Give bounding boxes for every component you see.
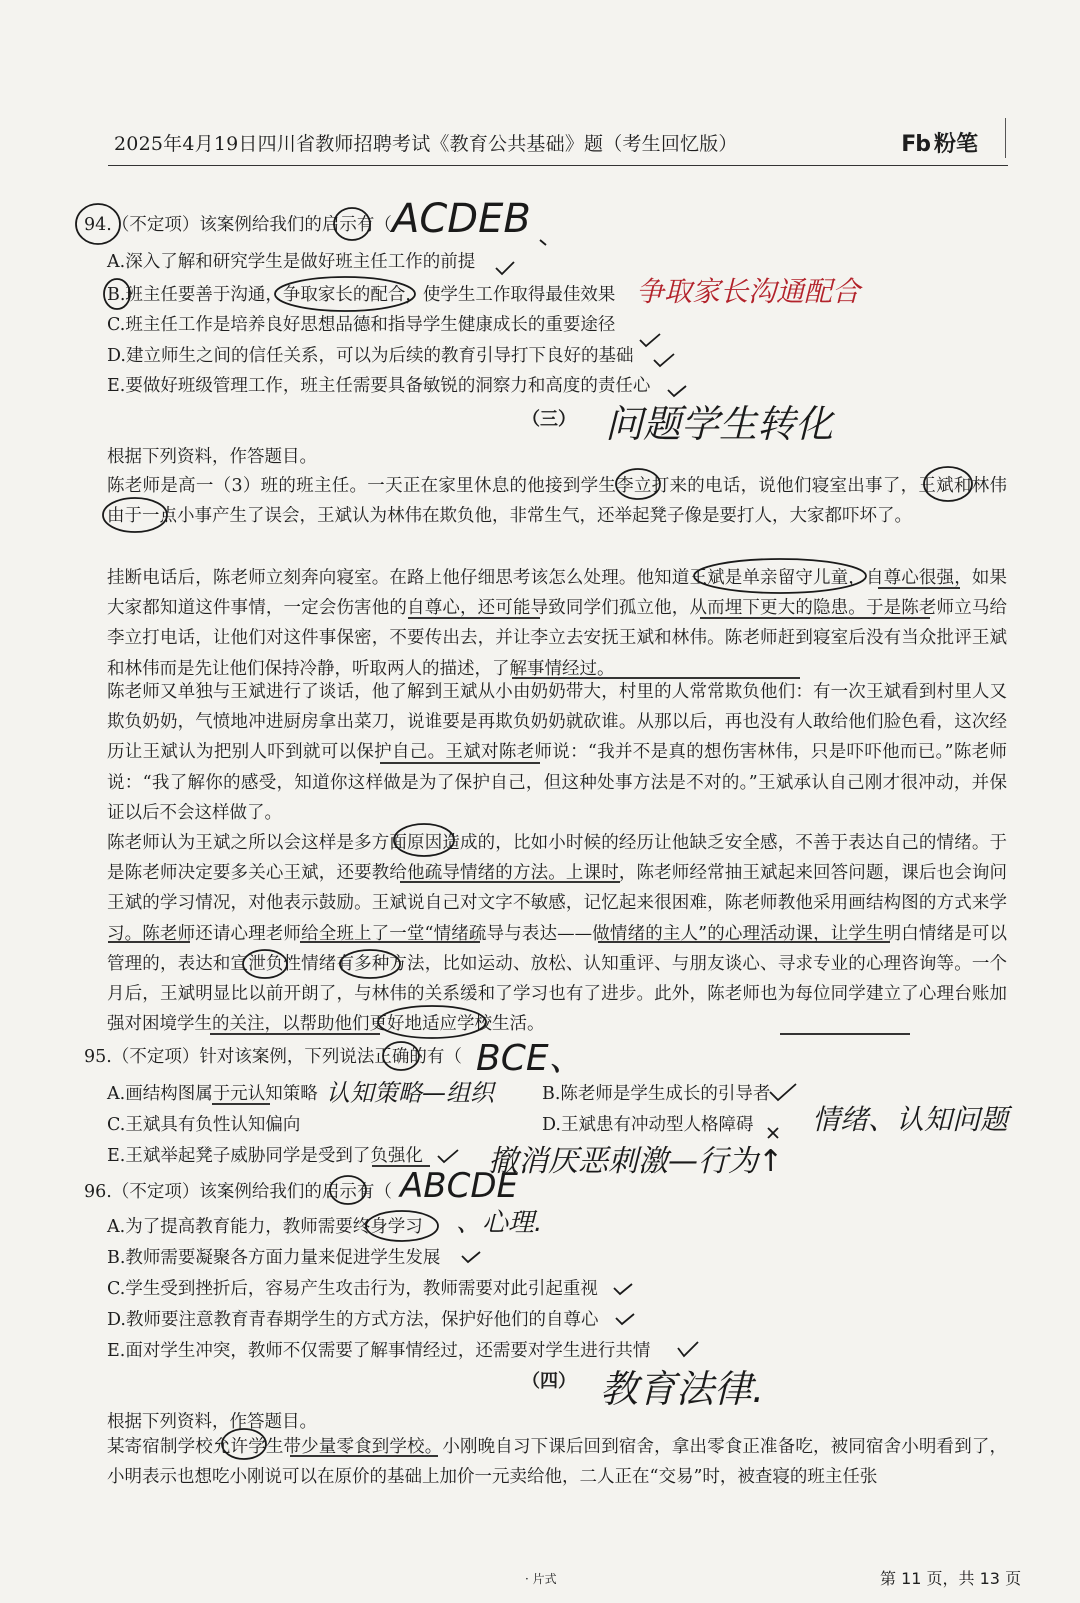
q96-check-d bbox=[616, 1314, 634, 1324]
q95-handwritten-note-e: 撤消厌恶刺激—行为↑ bbox=[488, 1144, 784, 1179]
section-3-handwritten-note: 问题学生转化 bbox=[605, 402, 834, 446]
q96-option-b: B.教师需要凝聚各方面力量来促进学生发展 bbox=[107, 1248, 441, 1268]
q96-stem: 96.（不定项）该案例给我们的启示有（ bbox=[84, 1182, 392, 1202]
q94-check-c bbox=[640, 334, 660, 346]
q95-stem: 95.（不定项）针对该案例，下列说法正确的有（ bbox=[84, 1047, 462, 1067]
passage-3-paragraph-4: 陈老师认为王斌之所以会这样是多方面原因造成的，比如小时候的经历让他缺乏安全感，不善于表达自己的情绪。于是陈老师决定要多关心王斌，还要教给他疏导情绪的方法。上课时，陈老师经常抽王斌起来回答问题，课后也会询问王斌的学习情况，对他表示鼓励。王斌说自己对文字不敏感，记忆起来很困难，陈老师教他采用画结构图的方式来学习。陈老师还请心理老师给全班上了一堂“情绪疏导与表达——做情绪的主人”的心理活动课，让学生明白情绪是可以管理的，表达和宣泄负性情绪有多种方法，比如运动、放松、认知重评、与朋友谈心、寻求专业的心理咨询等。一个月后，王斌明显比以前开朗了，与林伟的关系缓和了学习也有了进步。此外，陈老师也为每位同学建立了心理台账加强对困境学生的关注，以帮助他们更好地适应学校生活。 bbox=[107, 833, 1007, 1035]
q95-option-c: C.王斌具有负性认知偏向 bbox=[107, 1115, 301, 1135]
q96-check-e bbox=[678, 1342, 698, 1356]
q95-option-d: D.王斌患有冲动型人格障碍 bbox=[542, 1115, 754, 1135]
fenbi-logo bbox=[901, 127, 978, 158]
q94-option-c: C.班主任工作是培养良好思想品德和指导学生健康成长的重要途径 bbox=[107, 315, 616, 335]
passage-4-intro: 根据下列资料，作答题目。 bbox=[107, 1412, 317, 1432]
section-4-handwritten-note: 教育法律. bbox=[600, 1367, 765, 1411]
q96-handwritten-answer: ABCDE bbox=[400, 1166, 518, 1206]
header-title: 2025年4月19日四川省教师招聘考试《教育公共基础》题（考生回忆版） bbox=[114, 133, 738, 155]
q94-stem: 94.（不定项）该案例给我们的启示有（ bbox=[84, 215, 392, 235]
passage-3-paragraph-3: 陈老师又单独与王斌进行了谈话，他了解到王斌从小由奶奶带大，村里的人常常欺负他们：有一次王斌看到村里人又欺负奶奶，气愤地冲进厨房拿出菜刀，说谁要是再欺负奶奶就砍谁。从那以后，再也没有人敢给他们脸色看，这次经历让王斌认为把别人吓到就可以保护自己。王斌对陈老师说：“我并不是真的想伤害林伟，只是吓吓他而已。”陈老师说：“我了解你的感受，知道你这样做是为了保护自己，但这种处事方法是不对的。”王斌承认自己刚才很冲动，并保证以后不会这样做了。 bbox=[107, 682, 1007, 823]
q96-option-e: E.面对学生冲突，教师不仅需要了解事情经过，还需要对学生进行共情 bbox=[107, 1341, 651, 1361]
q96-check-b bbox=[462, 1252, 480, 1262]
header-divider bbox=[1005, 118, 1006, 158]
q95-handwritten-note-a: 认知策略—组织 bbox=[326, 1079, 494, 1107]
passage-3-paragraph-1: 陈老师是高一（3）班的班主任。一天正在家里休息的他接到学生李立打来的电话，说他们寝室出事了，王斌和林伟由于一点小事产生了误会，王斌认为林伟在欺负他，非常生气，还举起凳子像是要打人，大家都吓坏了。 bbox=[107, 476, 1007, 527]
q94-check-a bbox=[496, 262, 514, 274]
q95-check-e bbox=[438, 1150, 458, 1162]
logo-text: 粉笔 bbox=[933, 132, 978, 157]
q94-option-b: B.班主任要善于沟通，争取家长的配合，使学生工作取得最佳效果 bbox=[107, 285, 616, 305]
section-4-label: （四） bbox=[522, 1371, 576, 1392]
section-3-label: （三） bbox=[522, 409, 576, 430]
q95-option-b: B.陈老师是学生成长的引导者 bbox=[542, 1084, 771, 1104]
passage-3-paragraph-2: 挂断电话后，陈老师立刻奔向寝室。在路上他仔细思考该怎么处理。他知道王斌是单亲留守儿童，自尊心很强，如果大家都知道这件事情，一定会伤害他的自尊心，还可能导致同学们孤立他，从而埋下更大的隐患。于是陈老师立马给李立打电话，让他们对这件事保密，不要传出去，并让李立去安抚王斌和林伟。陈老师赶到寝室后没有当众批评王斌和林伟而是先让他们保持冷静，听取两人的描述，了解事情经过。 bbox=[107, 568, 1007, 679]
q94-handwritten-note: 争取家长沟通配合 bbox=[636, 275, 861, 308]
page-header bbox=[108, 125, 1008, 166]
q95-option-a: A.画结构图属于元认知策略 bbox=[107, 1084, 318, 1104]
q94-option-e: E.要做好班级管理工作，班主任需要具备敏锐的洞察力和高度的责任心 bbox=[107, 376, 651, 396]
q96-option-c: C.学生受到挫折后，容易产生攻击行为，教师需要对此引起重视 bbox=[107, 1279, 598, 1299]
passage-3-intro: 根据下列资料，作答题目。 bbox=[107, 447, 317, 467]
q96-option-a: A.为了提高教育能力，教师需要终身学习 bbox=[107, 1217, 423, 1237]
q95-option-e: E.王斌举起凳子威胁同学是受到了负强化 bbox=[107, 1146, 423, 1166]
q95-handwritten-note-d: 情绪、认知问题 bbox=[812, 1103, 1009, 1136]
q95-check-b bbox=[770, 1084, 796, 1100]
footer-page-number: 第 11 页，共 13 页 bbox=[880, 1569, 1022, 1588]
logo-mark: Fb bbox=[901, 132, 930, 157]
q94-handwritten-answer: ACDEB bbox=[392, 196, 531, 242]
q94-check-d bbox=[654, 354, 674, 366]
passage-4-paragraph-1: 某寄宿制学校允许学生带少量零食到学校。小刚晚自习下课后回到宿舍，拿出零食正准备吃，被同宿舍小明看到了，小明表示也想吃小刚说可以在原价的基础上加价一元卖给他，二人正在“交易”时，被查寝的班主任张 bbox=[107, 1437, 1007, 1488]
q94-dot-mark bbox=[540, 240, 546, 245]
q96-handwritten-note-a: 、心理. bbox=[456, 1208, 543, 1238]
q94-option-a: A.深入了解和研究学生是做好班主任工作的前提 bbox=[107, 252, 476, 272]
q96-option-d: D.教师要注意教育青春期学生的方式方法，保护好他们的自尊心 bbox=[107, 1310, 599, 1330]
q96-check-c bbox=[614, 1284, 632, 1294]
footer-mark: · 片式 bbox=[525, 1572, 557, 1586]
q94-option-d: D.建立师生之间的信任关系，可以为后续的教育引导打下良好的基础 bbox=[107, 346, 634, 366]
q95-handwritten-answer: BCE、 bbox=[476, 1038, 585, 1079]
